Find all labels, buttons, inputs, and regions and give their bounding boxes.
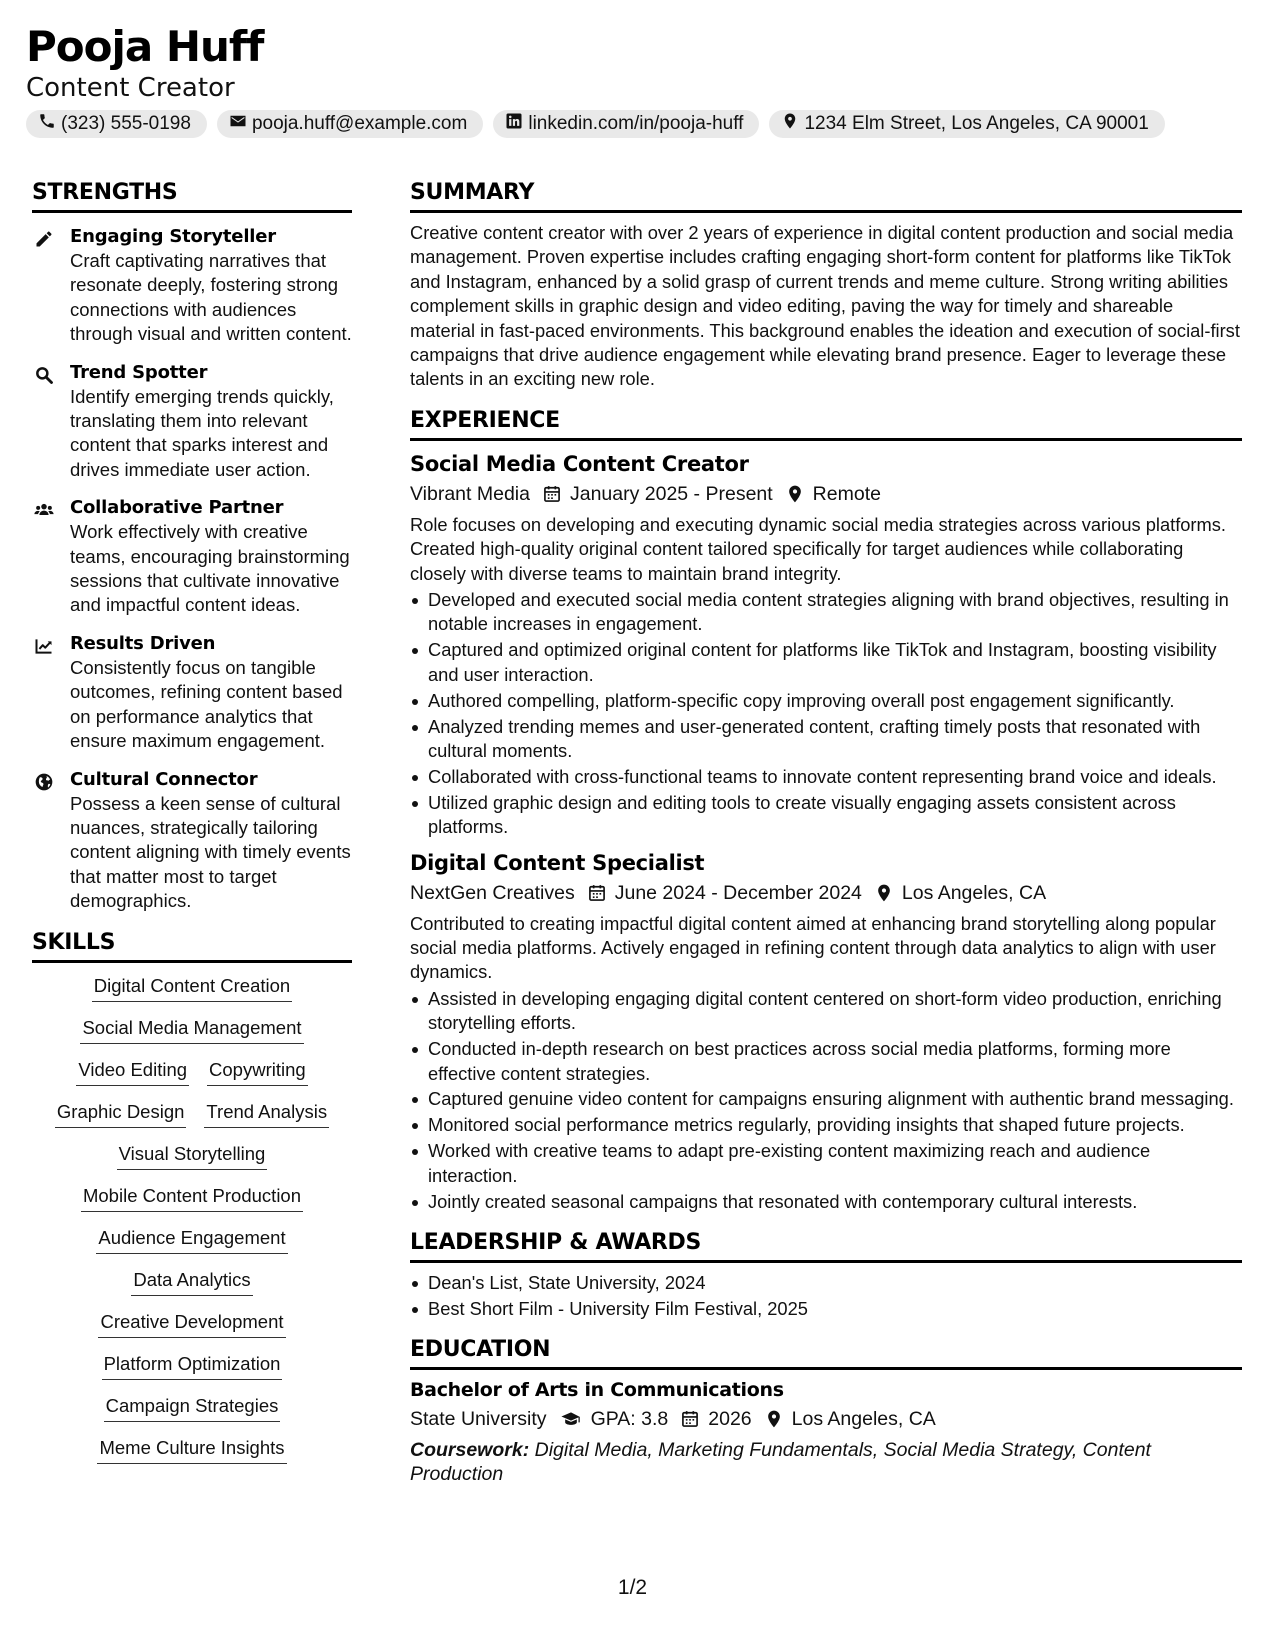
summary-section: [410, 178, 1242, 392]
bullet-item: Analyzed trending memes and user-generated content, crafting timely posts that resonated with cultural moments.: [410, 715, 1242, 764]
strength-item: [32, 496, 352, 618]
skills-list: [32, 973, 352, 1477]
bullet-item: Captured genuine video content for campaigns ensuring alignment with authentic brand messaging.: [410, 1087, 1242, 1111]
strength-item: [32, 632, 352, 754]
award-item: Dean's List, State University, 2024: [410, 1271, 1242, 1295]
strength-title: Results Driven: [70, 632, 216, 654]
strengths-section: [32, 178, 352, 914]
skill-tag: Video Editing: [76, 1057, 189, 1086]
bullet-item: Authored compelling, platform-specific copy improving overall post engagement significantly.: [410, 689, 1242, 713]
skills-section: [32, 928, 352, 1477]
coursework-list: Digital Media, Marketing Fundamentals, Social Media Strategy, Content Production: [410, 1439, 1151, 1486]
strength-item: [32, 225, 352, 347]
job-meta: [410, 479, 1242, 509]
users-icon: [32, 496, 70, 618]
skill-tag: Visual Storytelling: [117, 1141, 268, 1170]
skill-tag: Platform Optimization: [102, 1351, 283, 1380]
left-column: [32, 178, 352, 1477]
strengths-heading: STRENGTHS: [32, 178, 352, 213]
phone-icon: [38, 112, 56, 136]
skill-tag: Copywriting: [207, 1057, 308, 1086]
location-pin-icon: [874, 883, 894, 903]
page-number: 1/2: [617, 1576, 648, 1599]
job-dates: January 2025 - Present: [569, 482, 773, 505]
job-role: Social Media Content Creator: [410, 451, 749, 476]
location-pin-icon: [764, 1409, 784, 1429]
strength-desc: Craft captivating narratives that resonate deeply, fostering strong connections with audiences through visual and written content.: [70, 250, 352, 345]
skill-tag: Data Analytics: [131, 1267, 252, 1296]
job-dates: June 2024 - December 2024: [614, 881, 862, 904]
skill-tag: Social Media Management: [80, 1015, 303, 1044]
strength-title: Trend Spotter: [70, 361, 208, 383]
experience-section: [410, 406, 1242, 1214]
search-icon: [32, 361, 70, 483]
job-bullets: [410, 588, 1242, 840]
calendar-icon: [587, 883, 607, 903]
strength-desc: Consistently focus on tangible outcomes, refining content based on performance analytics that ensure maximum engagement.: [70, 656, 343, 752]
resume-header: [26, 22, 1246, 138]
strength-desc: Possess a keen sense of cultural nuances, strategically tailoring content aligning with timely events that matter most to target demographics.: [70, 792, 351, 912]
strength-item: [32, 361, 352, 483]
skill-tag: Digital Content Creation: [92, 973, 292, 1002]
skill-tag: Audience Engagement: [96, 1225, 287, 1254]
bullet-item: Developed and executed social media content strategies aligning with brand objectives, resulting in notable increases in engagement.: [410, 588, 1242, 637]
job-bullets: [410, 987, 1242, 1214]
leadership-heading: LEADERSHIP & AWARDS: [410, 1228, 1242, 1263]
candidate-title: Content Creator: [26, 73, 235, 103]
job-description: Contributed to creating impactful digital content aimed at enhancing brand storytelling along popular social media platforms. Actively engaged in refining content through data analytics to align with user dynamics.: [410, 912, 1216, 983]
job-meta: [410, 878, 1242, 908]
award-item: Best Short Film - University Film Festival, 2025: [410, 1297, 1242, 1321]
job-entry: [410, 449, 1242, 840]
email-text: pooja.huff@example.com: [251, 113, 468, 134]
contact-address[interactable]: [769, 110, 1164, 138]
education-heading: EDUCATION: [410, 1335, 1242, 1370]
awards-list: [410, 1271, 1242, 1321]
strength-desc: Identify emerging trends quickly, translating them into relevant content that sparks interest and drives immediate user action.: [70, 385, 334, 480]
education-meta: [410, 1404, 1242, 1434]
strength-item: [32, 768, 352, 914]
job-company: Vibrant Media: [410, 482, 530, 505]
bullet-item: Jointly created seasonal campaigns that resonated with contemporary cultural interests.: [410, 1190, 1242, 1214]
envelope-icon: [229, 112, 247, 136]
job-company: NextGen Creatives: [410, 881, 575, 904]
bullet-item: Utilized graphic design and editing tools to create visually engaging assets consistent across platforms.: [410, 791, 1242, 840]
skills-heading: SKILLS: [32, 928, 352, 963]
contact-email[interactable]: [217, 110, 483, 138]
contact-bar: [26, 110, 1246, 138]
leadership-section: [410, 1228, 1242, 1321]
experience-heading: EXPERIENCE: [410, 406, 1242, 441]
skill-tag: Campaign Strategies: [104, 1393, 281, 1422]
globe-icon: [32, 768, 70, 914]
skill-tag: Mobile Content Production: [81, 1183, 303, 1212]
strength-title: Cultural Connector: [70, 768, 258, 790]
bullet-item: Worked with creative teams to adapt pre-existing content maximizing reach and audience interaction.: [410, 1139, 1242, 1188]
graduation-cap-icon: [559, 1409, 583, 1429]
bullet-item: Collaborated with cross-functional teams to innovate content representing brand voice and ideals.: [410, 765, 1242, 789]
calendar-icon: [680, 1409, 700, 1429]
skill-tag: Creative Development: [98, 1309, 285, 1338]
bullet-item: Captured and optimized original content for platforms like TikTok and Instagram, boosting visibility and user interaction.: [410, 638, 1242, 687]
education-year: 2026: [708, 1408, 752, 1431]
right-column: [410, 178, 1242, 1486]
skill-tag: Meme Culture Insights: [97, 1435, 286, 1464]
education-gpa: GPA: 3.8: [590, 1408, 669, 1431]
location-pin-icon: [785, 484, 805, 504]
contact-phone[interactable]: [26, 110, 207, 138]
coursework-label: Coursework:: [410, 1439, 530, 1462]
pencil-icon: [32, 225, 70, 347]
job-role: Digital Content Specialist: [410, 850, 705, 875]
bullet-item: Monitored social performance metrics regularly, providing insights that shaped future projects.: [410, 1113, 1242, 1137]
education-location: Los Angeles, CA: [791, 1408, 936, 1431]
linkedin-icon: [505, 112, 523, 136]
strength-title: Engaging Storyteller: [70, 226, 276, 247]
chart-line-icon: [32, 632, 70, 754]
job-location: Los Angeles, CA: [901, 881, 1047, 904]
bullet-item: Conducted in-depth research on best practices across social media platforms, forming more effective content strategies.: [410, 1037, 1242, 1086]
address-text: 1234 Elm Street, Los Angeles, CA 90001: [804, 113, 1149, 134]
candidate-name: Pooja Huff: [26, 22, 264, 71]
phone-text: (323) 555-0198: [61, 113, 191, 134]
strength-title: Collaborative Partner: [70, 497, 284, 519]
coursework: [410, 1438, 1242, 1486]
education-school: State University: [410, 1408, 547, 1431]
linkedin-text: linkedin.com/in/pooja-huff: [528, 113, 744, 134]
job-description: Role focuses on developing and executing dynamic social media strategies across various platforms. Created high-quality original content tailored specifically for target audiences while collaborating closely with diverse teams to maintain brand integrity.: [410, 513, 1226, 584]
summary-heading: SUMMARY: [410, 178, 1242, 213]
education-degree: Bachelor of Arts in Communications: [410, 1379, 784, 1402]
summary-text: Creative content creator with over 2 years of experience in digital content production and social media management. Proven expertise includes crafting engaging short-form content for platforms like TikTok and Instagram, enhanced by a solid grasp of current trends and meme culture. Strong writing abilities complement skills in graphic design and video editing, paving the way for timely and shareable material in fast-paced environments. This background enables the ideation and execution of social-first campaigns that drive audience engagement while elevating brand presence. Eager to leverage these talents in an exciting new role.: [410, 222, 1240, 390]
calendar-icon: [542, 484, 562, 504]
bullet-item: Assisted in developing engaging digital content centered on short-form video production, enriching storytelling efforts.: [410, 987, 1242, 1036]
skill-tag: Graphic Design: [55, 1099, 187, 1128]
contact-linkedin[interactable]: [493, 110, 759, 138]
strength-desc: Work effectively with creative teams, encouraging brainstorming sessions that cultivate innovative and impactful content ideas.: [70, 521, 350, 616]
job-entry: [410, 848, 1242, 1214]
location-pin-icon: [781, 112, 799, 136]
skill-tag: Trend Analysis: [204, 1099, 329, 1128]
job-location: Remote: [812, 482, 881, 505]
education-section: [410, 1335, 1242, 1486]
